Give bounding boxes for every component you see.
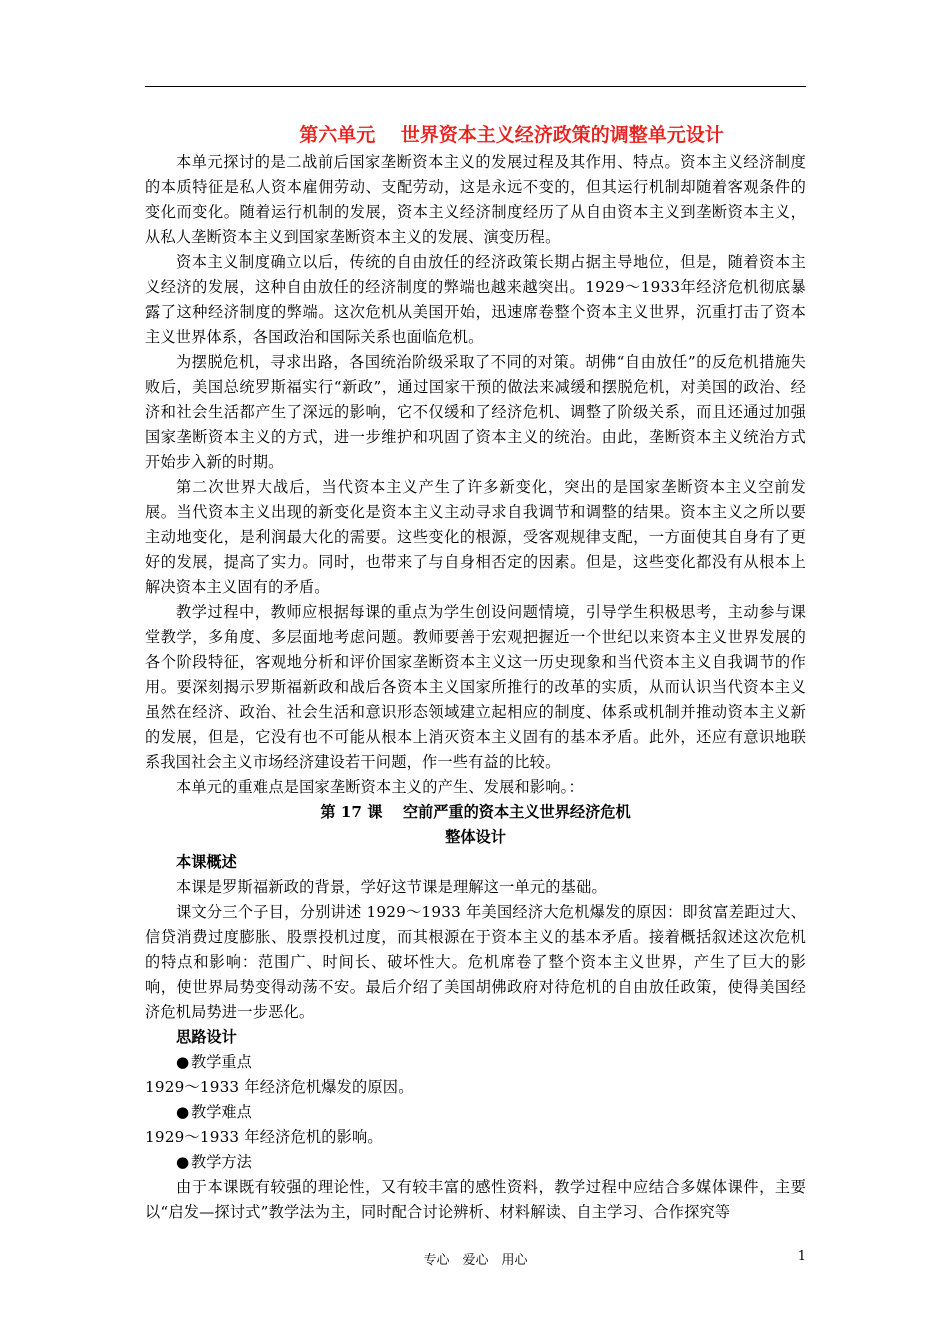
lesson-title: 第 17 课 空前严重的资本主义世界经济危机 — [320, 803, 631, 821]
intro-paragraph-1: 本单元探讨的是二战前后国家垄断资本主义的发展过程及其作用、特点。资本主义经济制度的本质特征是私人资本雇佣劳动、支配劳动，这是永远不变的，但其运行机制却随着客观条件的变化而变化。随着运行机制的发展，资本主义经济制度经历了从自由资本主义到垄断资本主义，从私人垄断资本主义到国家垄断资本主义的发展、演变历程。 — [145, 153, 806, 246]
overview-paragraph-2: 课文分三个子目，分别讲述 1929～1933 年美国经济大危机爆发的原因：即贫富差距过大、信贷消费过度膨胀、股票投机过度，而其根源在于资本主义的基本矛盾。接着概括叙述这次危机的特点和影响：范围广、时间长、破坏性大。危机席卷了整个资本主义世界，产生了巨大的影响，使世界局势变得动荡不安。最后介绍了美国胡佛政府对待危机的自由放任政策，使得美国经济危机局势进一步恶化。 — [145, 903, 806, 1021]
page-number: 1 — [797, 1249, 806, 1264]
method-label: 教学方法 — [191, 1153, 252, 1171]
document-body — [145, 120, 806, 1225]
intro-paragraph-3: 为摆脱危机，寻求出路，各国统治阶级采取了不同的对策。胡佛“自由放任”的反危机措施失败后，美国总统罗斯福实行“新政”，通过国家干预的做法来减缓和摆脱危机，对美国的政治、经济和社会生活都产生了深远的影响，它不仅缓和了经济危机、调整了阶级关系，而且还通过加强国家垄断资本主义的方式，进一步维护和巩固了资本主义的统治。由此，垄断资本主义统治方式开始步入新的时期。 — [145, 353, 806, 471]
overview-paragraph-1: 本课是罗斯福新政的背景，学好这节课是理解这一单元的基础。 — [176, 878, 607, 896]
bullet-icon: ● — [176, 1153, 190, 1171]
difficulty-text: 1929～1933 年经济危机的影响。 — [145, 1128, 383, 1146]
header-rule — [145, 86, 806, 87]
method-heading — [145, 1150, 806, 1175]
intro-paragraph-5: 教学过程中，教师应根据每课的重点为学生创设问题情境，引导学生积极思考，主动参与课堂教学，多角度、多层面地考虑问题。教师要善于宏观把握近一个世纪以来资本主义世界发展的各个阶段特征，客观地分析和评价国家垄断资本主义这一历史现象和当代资本主义自我调节的作用。要深刻揭示罗斯福新政和战后各资本主义国家所推行的改革的实质，从而认识当代资本主义虽然在经济、政治、社会生活和意识形态领域建立起相应的制度、体系或机制并推动资本主义新的发展，但是，它没有也不可能从根本上消灭资本主义固有的基本矛盾。此外，还应有意识地联系我国社会主义市场经济建设若干问题，作一些有益的比较。 — [145, 603, 806, 771]
design-heading: 思路设计 — [176, 1028, 237, 1046]
unit-title: 第六单元 世界资本主义经济政策的调整单元设计 — [299, 124, 724, 146]
intro-paragraph-4: 第二次世界大战后，当代资本主义产生了许多新变化，突出的是国家垄断资本主义空前发展。当代资本主义出现的新变化是资本主义主动寻求自我调节和调整的结果。资本主义之所以要主动地变化，是利润最大化的需要。这些变化的根源，受客观规律支配，一方面使其自身有了更好的发展，提高了实力。同时，也带来了与自身相否定的因素。但是，这些变化都没有从根本上解决资本主义固有的矛盾。 — [145, 478, 806, 596]
focus-label: 教学重点 — [191, 1053, 252, 1071]
lesson-subtitle: 整体设计 — [445, 828, 506, 846]
footer-motto: 专心 爱心 用心 — [423, 1253, 528, 1268]
difficulty-heading — [145, 1100, 806, 1125]
difficulty-label: 教学难点 — [191, 1103, 252, 1121]
intro-paragraph-6: 本单元的重难点是国家垄断资本主义的产生、发展和影响。： — [176, 778, 584, 796]
page-footer — [145, 1249, 806, 1269]
overview-heading: 本课概述 — [176, 853, 237, 871]
bullet-icon: ● — [176, 1103, 190, 1121]
bullet-icon: ● — [176, 1053, 190, 1071]
focus-text: 1929～1933 年经济危机爆发的原因。 — [145, 1078, 414, 1096]
intro-paragraph-2: 资本主义制度确立以后，传统的自由放任的经济政策长期占据主导地位，但是，随着资本主义经济的发展，这种自由放任的经济制度的弊端也越来越突出。1929～1933年经济危机彻底暴露了这种经济制度的弊端。这次危机从美国开始，迅速席卷整个资本主义世界，沉重打击了资本主义世界体系，各国政治和国际关系也面临危机。 — [145, 253, 806, 346]
method-text: 由于本课既有较强的理论性，又有较丰富的感性资料，教学过程中应结合多媒体课件，主要以“启发—探讨式”教学法为主，同时配合讨论辨析、材料解读、自主学习、合作探究等 — [145, 1178, 806, 1221]
focus-heading — [145, 1050, 806, 1075]
